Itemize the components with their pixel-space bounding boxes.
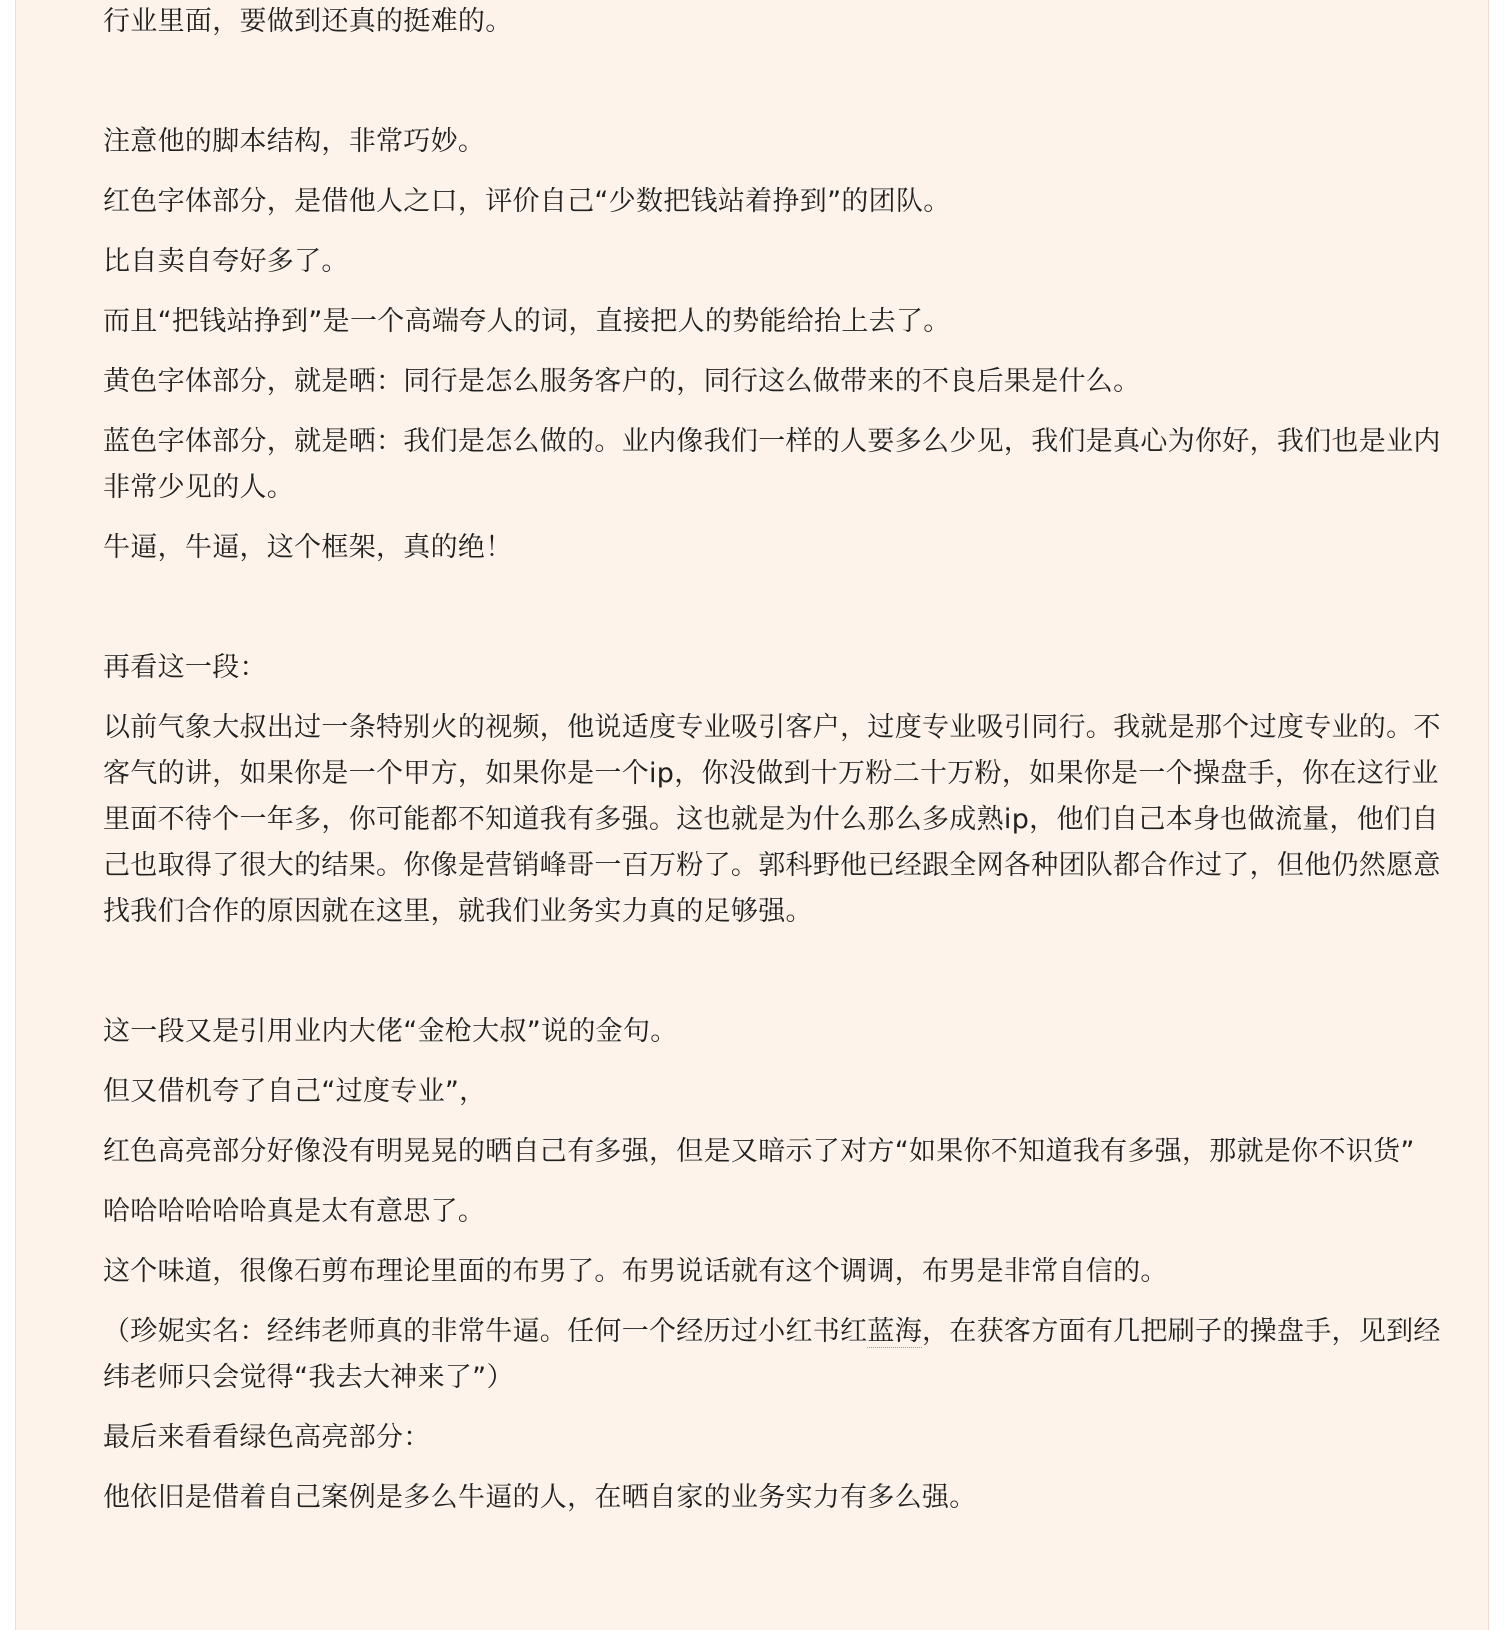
paragraph: 再看这一段： [103, 652, 267, 683]
paragraph: 红色高亮部分好像没有明晃晃的晒自己有多强，但是又暗示了对方“如果你不知道我有多强，那就是你不识货” [103, 1136, 1415, 1167]
paragraph-text: ，在获客方面有几把刷子的操盘手，见到经纬老师只会觉得“我去大神来了”） [103, 1316, 1441, 1393]
paragraph: 最后来看看绿色高亮部分： [103, 1422, 431, 1453]
paragraph: 黄色字体部分，就是晒：同行是怎么服务客户的，同行这么做带来的不良后果是什么。 [103, 366, 1141, 397]
paragraph: 比自卖自夸好多了。 [103, 246, 349, 277]
paragraph: 红色字体部分，是借他人之口，评价自己“少数把钱站着挣到”的团队。 [103, 186, 951, 217]
paragraph: 行业里面，要做到还真的挺难的。 [103, 6, 513, 37]
paragraph: 蓝色字体部分，就是晒：我们是怎么做的。业内像我们一样的人要多么少见，我们是真心为你好，我们也是业内非常少见的人。 [103, 426, 1441, 503]
paragraph: 这个味道，很像石剪布理论里面的布男了。布男说话就有这个调调，布男是非常自信的。 [103, 1256, 1168, 1287]
paragraph: 注意他的脚本结构，非常巧妙。 [103, 126, 486, 157]
paragraph [103, 1309, 1465, 1401]
paragraph-text: （珍妮实名：经纬老师真的非常牛逼。任何一个经历过小红书红 [103, 1316, 868, 1347]
paragraph: 哈哈哈哈哈哈真是太有意思了。 [103, 1196, 486, 1227]
article-page [15, 0, 1489, 1630]
paragraph: 这一段又是引用业内大佬“金枪大叔”说的金句。 [103, 1016, 678, 1047]
paragraph: 他依旧是借着自己案例是多么牛逼的人，在晒自家的业务实力有多么强。 [103, 1482, 977, 1513]
keyword-link[interactable]: 蓝海 [867, 1316, 923, 1347]
article-body [103, 0, 1465, 1521]
quoted-script-paragraph: 以前气象大叔出过一条特别火的视频，他说适度专业吸引客户，过度专业吸引同行。我就是那个过度专业的。不客气的讲，如果你是一个甲方，如果你是一个ip，你没做到十万粉二十万粉，如果你是一个操盘手，你在这行业里面不待个一年多，你可能都不知道我有多强。这也就是为什么那么多成熟ip，他们自己本身也做流量，他们自己也取得了很大的结果。你像是营销峰哥一百万粉了。郭科野他已经跟全网各种团队都合作过了，但他仍然愿意找我们合作的原因就在这里，就我们业务实力真的足够强。 [103, 712, 1441, 927]
paragraph: 牛逼，牛逼，这个框架，真的绝！ [103, 532, 513, 563]
paragraph: 但又借机夸了自己“过度专业”， [103, 1076, 487, 1107]
paragraph: 而且“把钱站挣到”是一个高端夸人的词，直接把人的势能给抬上去了。 [103, 306, 951, 337]
